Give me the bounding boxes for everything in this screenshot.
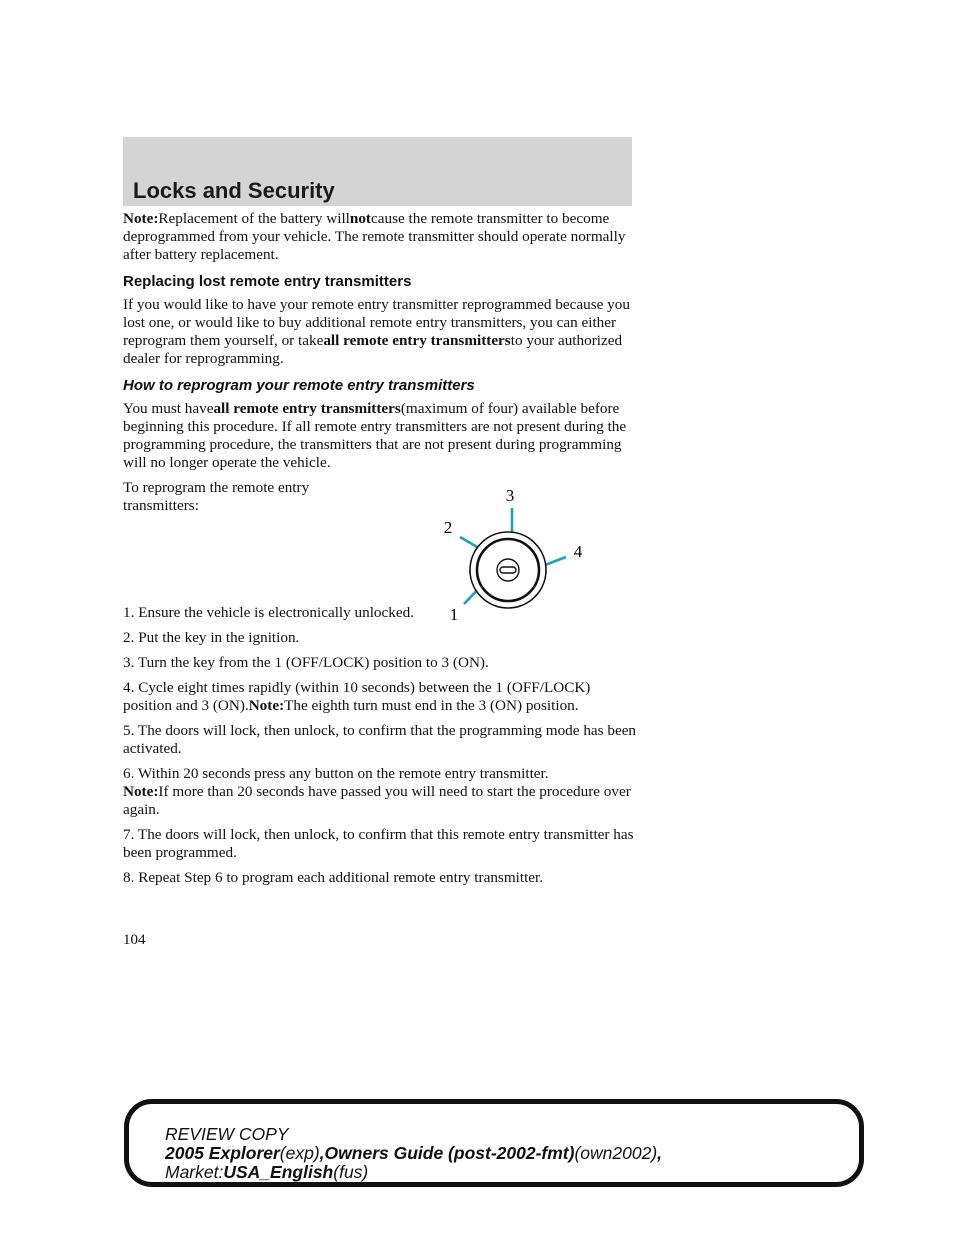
step-4 bbox=[123, 679, 643, 715]
footer-market-code: (fus) bbox=[333, 1162, 369, 1182]
position-label-2: 2 bbox=[443, 518, 453, 537]
footer-guide-code: (own2002) bbox=[574, 1143, 658, 1163]
footer-market: USA_English bbox=[223, 1162, 334, 1182]
footer-market-label: Market: bbox=[165, 1162, 224, 1182]
page-number: 104 bbox=[123, 932, 146, 948]
lost-paragraph bbox=[123, 296, 643, 368]
note-text: Replacement of the battery will bbox=[158, 210, 350, 227]
step-4-note-text: The eighth turn must end in the 3 (ON) position. bbox=[284, 697, 579, 714]
ignition-position-diagram bbox=[426, 478, 596, 628]
lost-text-continued: to your authorized dealer for reprogramming. bbox=[123, 332, 623, 367]
note-text-continued: cause the remote transmitter to become deprogrammed from your vehicle. The remote transmitter should operate normally after battery replacement. bbox=[123, 210, 626, 263]
footer-separator: , bbox=[657, 1143, 663, 1163]
howto-text-continued: (maximum of four) available before beginning this procedure. If all remote entry transmitters are not present during the programming procedure, the transmitters that are not present during programming will no longer operate the vehicle. bbox=[123, 400, 627, 471]
step-3: 3. Turn the key from the 1 (OFF/LOCK) position to 3 (ON). bbox=[123, 654, 489, 671]
footer-line-2 bbox=[165, 1144, 662, 1163]
review-copy-label: REVIEW COPY bbox=[165, 1124, 289, 1144]
footer-text bbox=[165, 1125, 662, 1182]
footer-model: 2005 Explorer bbox=[165, 1143, 280, 1163]
note-label: Note: bbox=[123, 210, 159, 227]
step-5: 5. The doors will lock, then unlock, to confirm that the programming mode has been activated. bbox=[123, 722, 637, 757]
intro-text: To reprogram the remote entry transmitters: bbox=[123, 479, 310, 514]
howto-paragraph bbox=[123, 400, 643, 472]
step-4-text: 4. Cycle eight times rapidly (within 10 seconds) between the 1 (OFF/LOCK) position and 3 (ON). bbox=[123, 679, 591, 714]
step-1: 1. Ensure the vehicle is electronically unlocked. bbox=[123, 604, 414, 621]
step-6 bbox=[123, 765, 643, 819]
howto-text: You must have bbox=[123, 400, 214, 417]
howto-emphasis: all remote entry transmitters bbox=[213, 400, 401, 417]
key-slot bbox=[500, 567, 516, 573]
step-6-note-text: If more than 20 seconds have passed you will need to start the procedure over again. bbox=[123, 783, 631, 818]
lost-text: If you would like to have your remote entry transmitter reprogrammed because you lost one, or would like to buy additional remote entry transmitters, you can either reprogram them yourself, or take bbox=[123, 296, 630, 349]
position-label-1: 1 bbox=[449, 605, 459, 624]
footer-separator: , bbox=[319, 1143, 325, 1163]
position-label-3: 3 bbox=[505, 486, 515, 505]
step-4-note-label: Note: bbox=[248, 697, 285, 714]
step-7: 7. The doors will lock, then unlock, to confirm that this remote entry transmitter has been programmed. bbox=[123, 826, 634, 861]
step-6-note-label: Note: bbox=[123, 783, 159, 800]
footer-line-1 bbox=[165, 1125, 662, 1144]
footer-guide: Owners Guide (post-2002-fmt) bbox=[324, 1143, 575, 1163]
note-emphasis: not bbox=[349, 210, 371, 227]
footer-model-code: (exp) bbox=[279, 1143, 320, 1163]
section-heading-howto: How to reprogram your remote entry transmitters bbox=[123, 377, 475, 394]
section-heading-lost: Replacing lost remote entry transmitters bbox=[123, 273, 412, 290]
footer-line-3 bbox=[165, 1163, 662, 1182]
step-2: 2. Put the key in the ignition. bbox=[123, 629, 300, 646]
callout-line-4 bbox=[545, 557, 566, 565]
step-8: 8. Repeat Step 6 to program each additional remote entry transmitter. bbox=[123, 869, 544, 886]
position-label-4: 4 bbox=[573, 542, 583, 561]
battery-note bbox=[123, 210, 643, 264]
step-6-text: 6. Within 20 seconds press any button on the remote entry transmitter. bbox=[123, 765, 549, 782]
lost-emphasis: all remote entry transmitters bbox=[323, 332, 511, 349]
page-title: Locks and Security bbox=[133, 178, 335, 203]
